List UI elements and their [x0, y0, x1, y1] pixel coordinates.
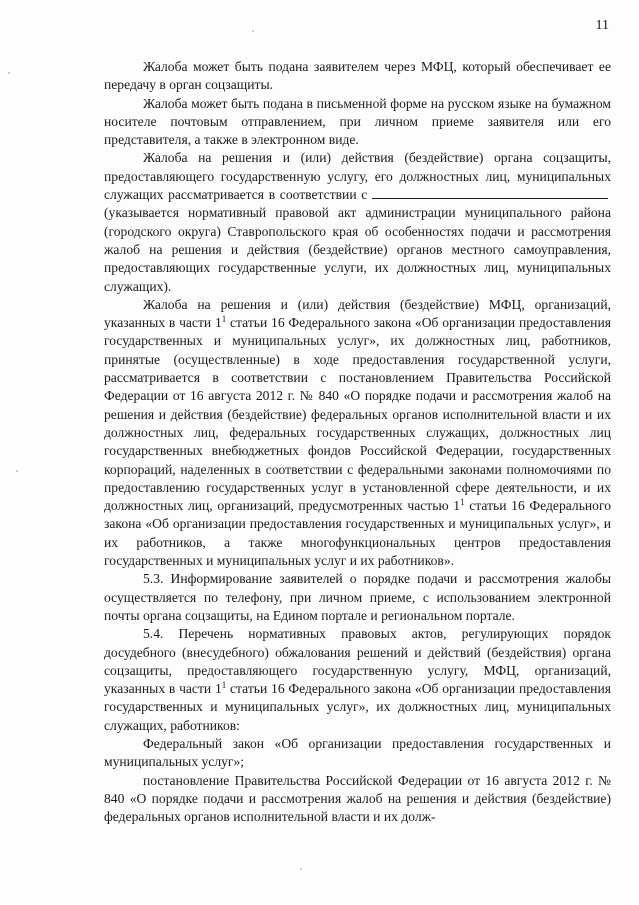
paragraph-text-part: Жалоба на решения и (или) действия (бездействие) органа соцзащиты, предоставляющего государственную услугу, его должностных лиц, муниципальных служащих рассматривается в соответствии с [104, 150, 611, 203]
paragraph-text-part: 5.4. Перечень нормативных правовых актов, регулирующих порядок досудебного (внесудебного) обжалования решений и действий (бездействия) органа соцзащиты, предоставляющего государственную услугу, МФЦ, организаций, указанных в части 1 [104, 626, 611, 697]
paragraph-text-part: статьи 16 Федерального закона «Об организации предоставления государственных и муниципальных услуг», их должностных лиц, муниципальных служащих, работников: [104, 681, 611, 733]
page-number: 11 [595, 18, 609, 33]
document-body [104, 58, 611, 826]
paragraph-text-part: статьи 16 Федерального закона «Об организации предоставления государственных и муниципальных услуг», их должностных лиц, работников, принятые (осуществленные) в ходе предоставления государственной услуги, рассматривается в соответствии с постановлением Правительства Российской Федерации от 16 августа 2012 г. № 840 «О порядке подачи и рассмотрения жалоб на решения и действия (бездействие) федеральных органов исполнительной власти и их должностных лиц, федеральных государственных служащих, должностных лиц государственных внебюджетных фондов Российской Федерации, государственных корпораций, наделенных в соответствии с федеральными законами полномочиями по предоставлению государственных услуг в установленной сфере деятельности, и их должностных лиц, организаций, предусмотренных частью 1 [104, 315, 611, 514]
paragraph-federal-law: Федеральный закон «Об организации предоставления государственных и муниципальных услуг»; [104, 735, 611, 770]
paragraph-5-3-informing: 5.3. Информирование заявителей о порядке подачи и рассмотрения жалобы осуществляется по телефону, при личном приеме, с использованием электронной почты органа соцзащиты, на Едином портале и региональном портале. [104, 571, 611, 623]
paragraph-government-resolution: постановление Правительства Российской Федерации от 16 августа 2012 г. № 840 «О порядке подачи и рассмотрения жалоб на решения и действия (бездействие) федеральных органов исполнительной власти и их долж- [104, 772, 611, 825]
paragraph-mfc-submission: Жалоба может быть подана заявителем через МФЦ, который обеспечивает ее передачу в орган соцзащиты. [104, 59, 611, 93]
superscript: 1 [460, 497, 465, 508]
paragraph-text-part: (указывается нормативный правовой акт администрации муниципального района (городского округа) Ставропольского края об особенностях подачи и рассмотрения жалоб на решения и действия (бездействие) органов местного самоуправления, предоставляющих государственные услуги, их должностных лиц, муниципальных служащих). [104, 205, 611, 294]
scan-speck [8, 72, 10, 74]
paragraph-social-protection-complaint [104, 149, 611, 295]
paragraph-mfc-complaint [104, 296, 611, 570]
superscript: 1 [221, 314, 227, 325]
paragraph-text-part: статьи 16 Федерального закона «Об организации предоставления государственных и муниципальных услуг», и их работников, а также многофункциональных центров предоставления государственных и муниципальных услуг и их работников». [104, 498, 612, 569]
paragraph-5-4-regulations [104, 625, 611, 735]
scan-speck [252, 30, 254, 32]
blank-fill-line [372, 186, 608, 199]
scan-speck [300, 868, 302, 870]
paragraph-written-form: Жалоба может быть подана в письменной форме на русском языке на бумажном носителе почтовым отправлением, при личном приеме заявителя или его представителя, а также в электронном виде. [104, 95, 611, 148]
paragraph-text-part: Жалоба на решения и (или) действия (бездействие) МФЦ, организаций, указанных в части 1 [104, 296, 611, 331]
scan-speck [16, 470, 18, 472]
superscript: 1 [221, 680, 227, 691]
